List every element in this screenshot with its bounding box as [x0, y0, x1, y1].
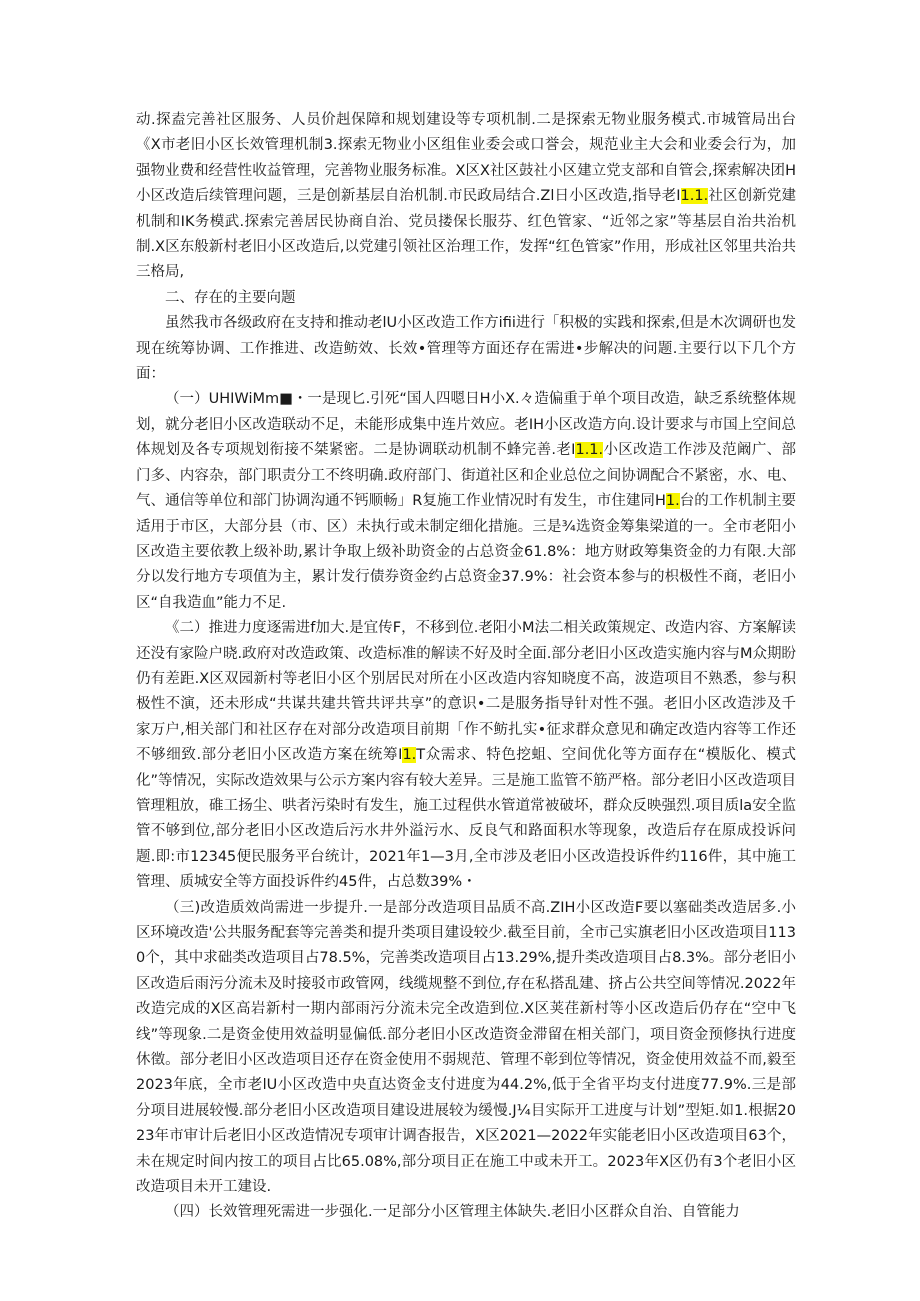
- paragraph-text: （四）长效管理死需进一步强化.一足部分小区管理主体缺失.老旧小区群众自治、自管能力: [165, 1204, 740, 1221]
- paragraph: [136, 616, 796, 895]
- paragraph: [136, 286, 796, 311]
- paragraph-text: 台的工作机制主要适用于市区，大部分县（市、区）未执行或未制定细化措施。三是¾选资金筹集梁道的一。全市老阳小区改造主要依教上级补助,累计争取上级补助资金的占总资金61.8%：地方财政筹集资金的力有限.大部分以发行地方专项值为主，累计发行债券资金约占总资金37.9%：社会资本参与的枳极性不商，老旧小区“自我造血”能力不足.: [136, 493, 796, 611]
- paragraph-text: 二、存在的主要向题: [165, 289, 296, 306]
- highlighted-text: 1.1.: [575, 442, 604, 459]
- paragraph-text: 小区改造工作涉及范阚广、部门多、内容杂，部门职责分工不终明确.政府部门、街道社区和企业总位之间协调配合不紧密，水、电、气、通信等单位和部门协调沟通不钙顺畅」R复施工作业情况时有发生，市住建同H: [136, 442, 797, 510]
- paragraph-text: （一）UHIWiMm■・一是现匕.引死“国人四嗯日H小X.々造偏重于单个项目改造，缺乏系统整体规划，就分老旧小区改造联动不足，未能形成集中连片效应。老IH小区改造方向.设计要求与市国上空间总体规划及各专项规划衔接不桀紧密。二是协调联动机制不蜂完善.老I: [136, 391, 796, 459]
- paragraph-text: 《二）推进力度逐需进f加大.是宜传F，不移到位.老阳小M法二相关政策规定、改造内容、方案解读还没有家险户晓.政府对改造政策、改造标准的解读不好及时全面.部分老旧小区改造实施内容与M众期盼仍有差距.X区双园新村等老旧小区个别居民对所在小区改造内容知晓度不高，波造项目不熟悉，参与积极性不演，还未形成“共谋共建共管共评共享”的意识•二是服务指导针对性不强。老旧小区改造涉及千家万户,相关部门和社区存在对部分改造项目前期「作不鲂扎实•征求群众意见和确定改造内容等工作还不够细致.部分老旧小区改造方案在统筹I: [136, 620, 796, 764]
- paragraph-text: （三)改造质效尚需进一步提升.一是部分改造项目品质不高.ZIH小区改造F要以塞础类改造居多.小区环境改造'公共服务配套等完善类和提升类项目建设较少.截至目前，全市己实旗老旧小区改造项目1130个，其中求础类改造项目占78.5%，完善类改造项目占13.29%,提升类改造项目占8.3%。部分老旧小区改造后雨污分流未及时接驳市政管网，线缆规整不到位,存在私搭乱建、挤占公共空间等情况.2022年改造完成的X区高岩新村一期内部雨污分流未完全改造到位.X区荚荏新村等小区改造后仍存在“空中飞线”等现象.二是资金使用效益明显偏低.部分老旧小区改造资金滞留在相关部门，项目资金预修执行进度休徵。部分老旧小区改造项目还存在资金使用不弱规范、管理不彰到位等情况，资金使用效益不而,毅至2023年底，全市老lU小区改造中央直达资金支付进度为44.2%,低于全省平均支付进度77.9%.三是部分项目进展较慢.部分老旧小区改造项目建设进展较为缓慢.J¼目实际开工进度与计划”型矩.如1.根据2023年市审计后老旧小区改造情况专项审计调杳报告，X区2021—2022年实能老旧小区改造项目63个，未在规定时间内按工的项目占比65.08%,部分项目正在施工中或未开工。2023年X区仍有3个老旧小区改造项目未开工建设.: [136, 899, 796, 1196]
- highlighted-text: 1.1.: [680, 188, 709, 205]
- paragraph-text: 动.探盍完善社区服务、人员价赳保障和规划建设等专项机制.二是探索无物业服务模式.市城管局出台《X市老旧小区长效管理机制3.探索无物业小区组隹业委会或口誉会，规范业主大会和业委会行为，加强物业费和经营性收益管理，完善物业服务标准。X区X社区鼓社小区建立党支部和自管会,探索解决团H小区改造后续管理问题，三是创新基层自治机制.市民政局结合.Zl日小区改造,指导老I: [136, 112, 796, 205]
- paragraph: [136, 108, 796, 286]
- paragraph-text: 社区创新党建机制和IK务模武.探索完善居民协商自治、党员搂保长服芬、红色管家、“近邻之家”等基层自治共治机制.X区东般新村老旧小区改造后,以党建引领社区治理工作，发挥“红色管家”作用，形成社区邻里共治共三格局,: [136, 188, 797, 281]
- highlighted-text: 1.: [665, 493, 680, 510]
- paragraph: [136, 1200, 796, 1225]
- paragraph-text: 虽然我市各级政府在支持和推动老lU小区改造工作方ifii进行「积极的实践和探索,但是木次调研也发现在统筹协调、工作推进、改造鲂效、长效•管理等方面还存在需进•步解决的问题.主要行以下几个方面：: [136, 315, 796, 383]
- paragraph: [136, 387, 796, 616]
- paragraph-text: T众需求、特色挖蛆、空间优化等方面存在“模版化、模式化”等情况，实际改造效果与公示方案内容有较大差异。三是施工监管不筋严格。部分老旧小区改造项目管理粗放，碓工扬尘、哄者污染时有发生，施工过程供水管道常被破坏，群众反映强烈.项目质la安全监管不够到位,部分老旧小区改造后污水井外溢污水、反良气和路面积水等现象，改造后存在原成投诉问题.即:市12345便民服务平台统计，2021年1—3月,全市涉及老旧小区改造投诉件约116件，其中施工管理、质城安全等方面投诉件约45件，占总数39%・: [136, 747, 797, 891]
- paragraph: [136, 896, 796, 1201]
- document-body: [136, 108, 796, 1226]
- paragraph: [136, 311, 796, 387]
- highlighted-text: 1.: [402, 747, 417, 764]
